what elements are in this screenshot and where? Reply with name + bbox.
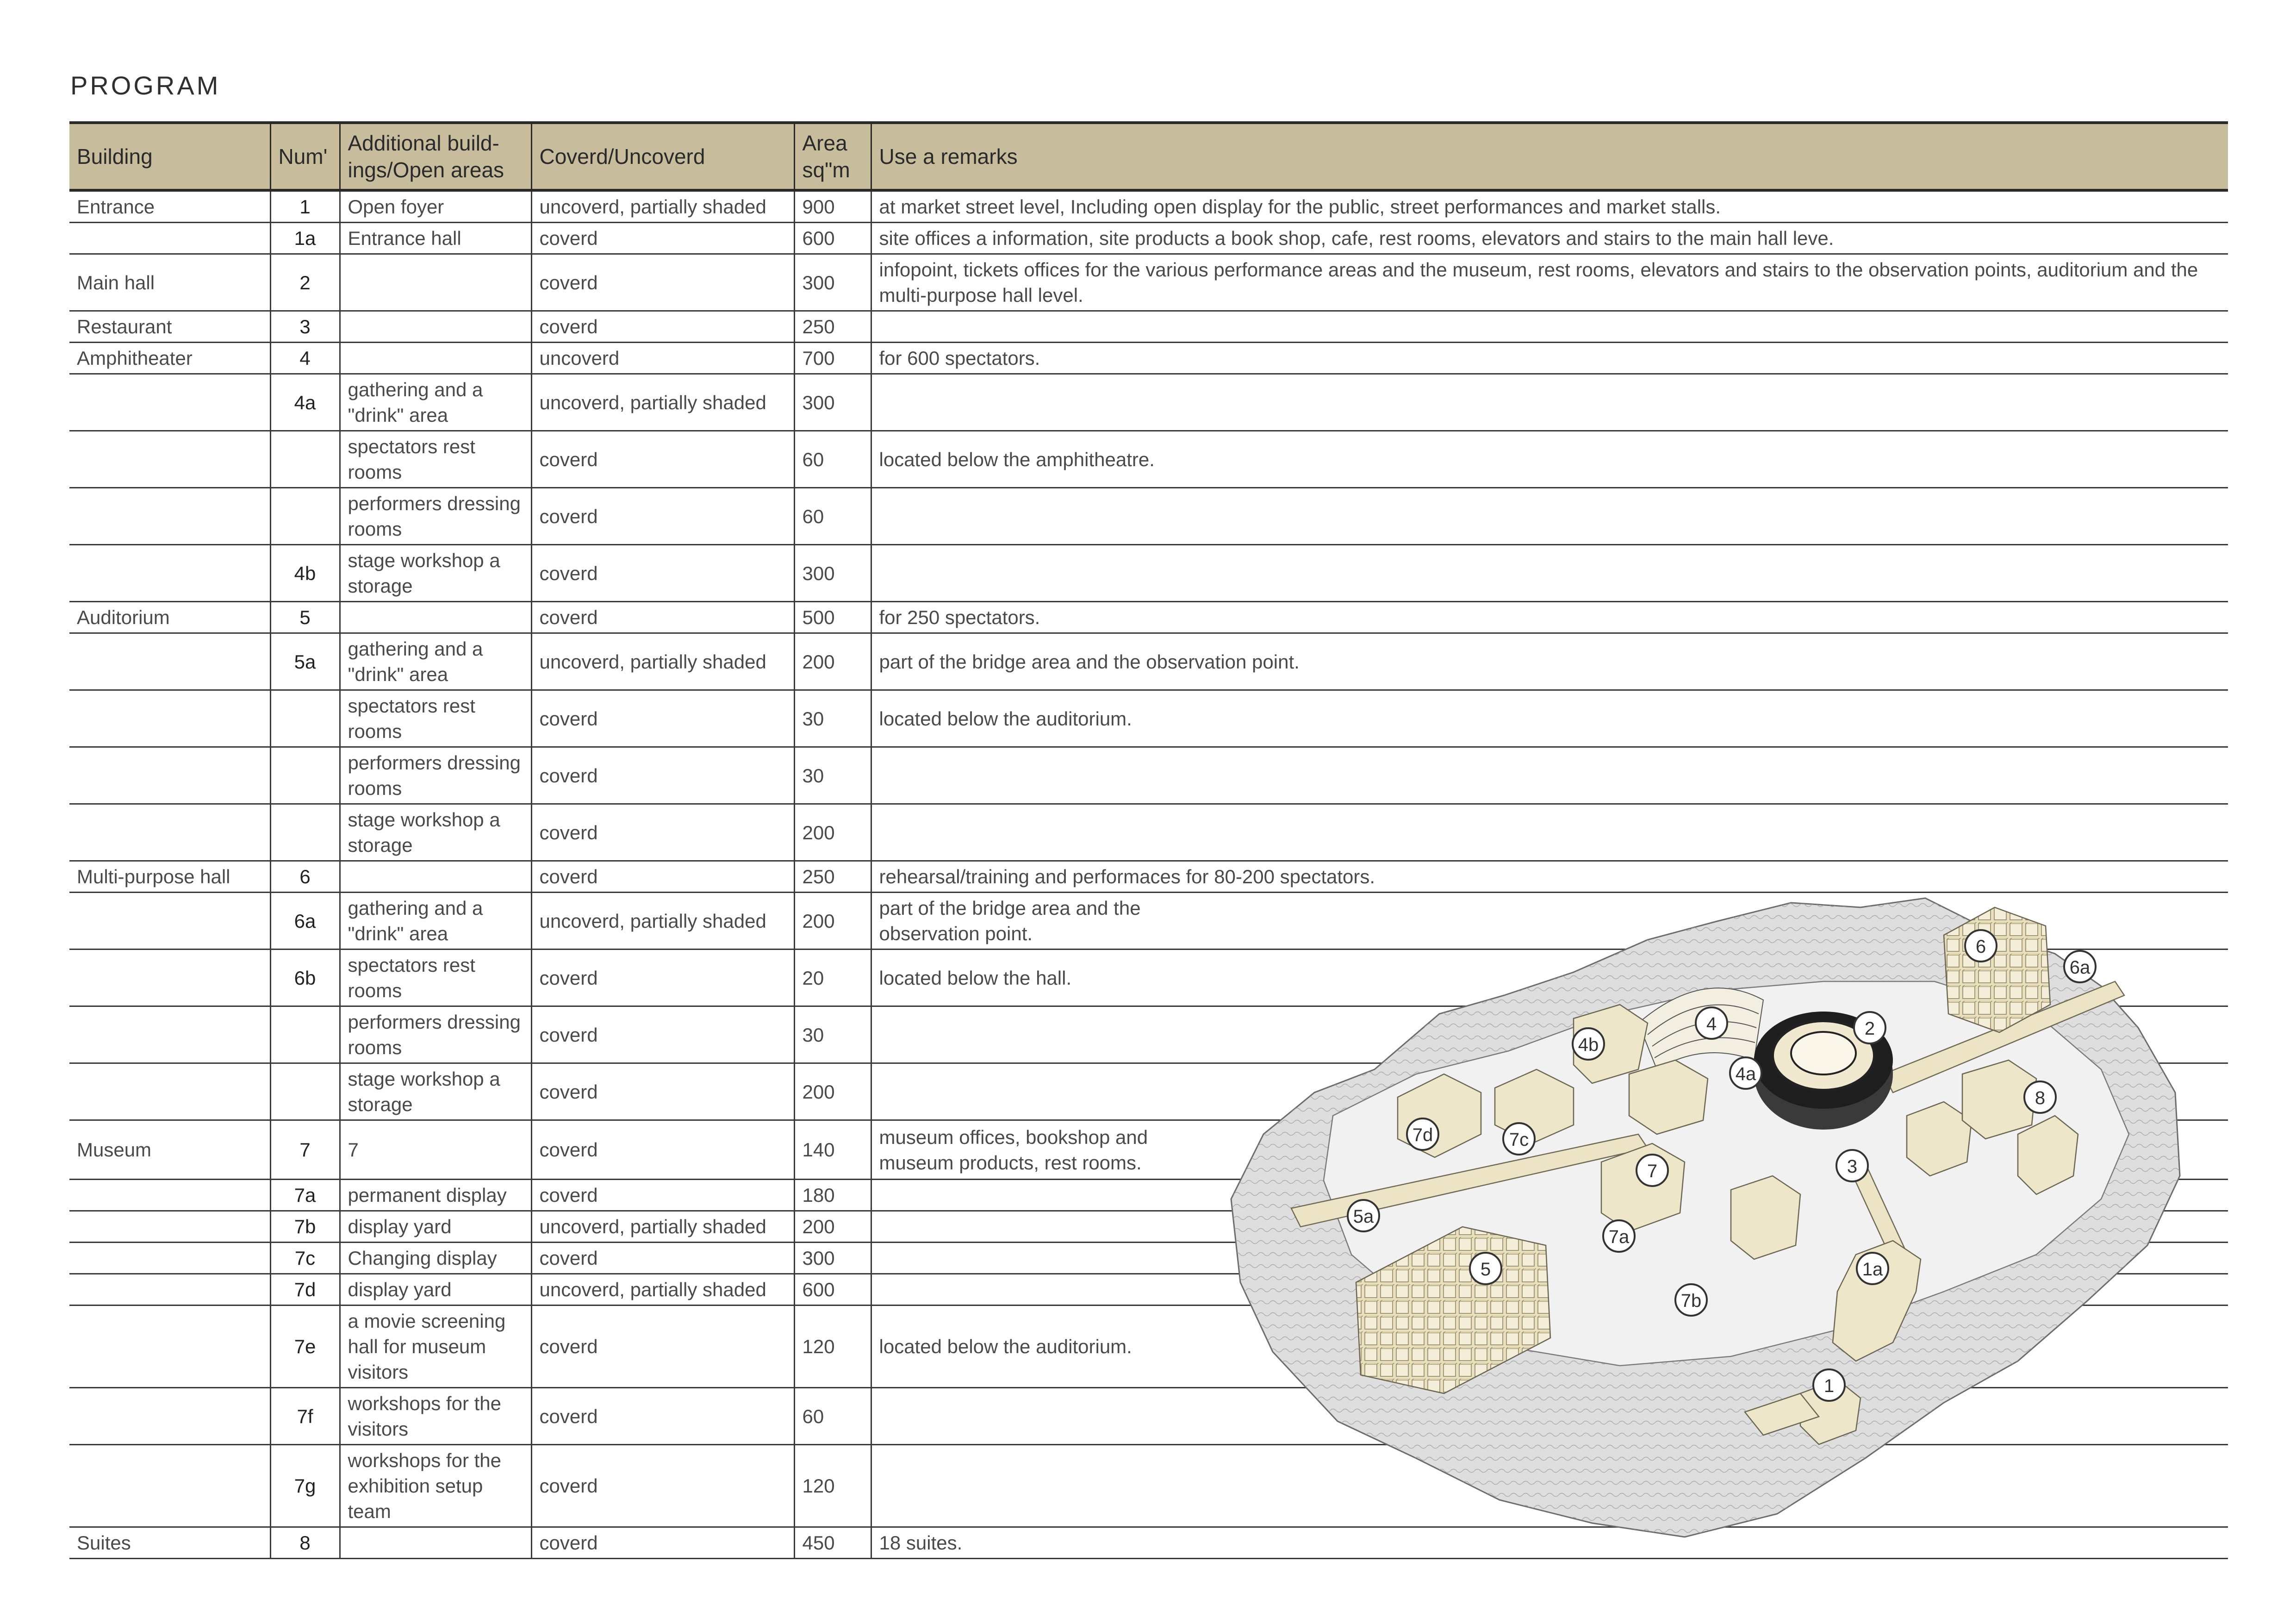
table-row bbox=[69, 223, 2228, 254]
remarks-cell: located below the auditorium. bbox=[871, 690, 2228, 747]
coverd-cell: coverd bbox=[531, 690, 794, 747]
building-cell: Main hall bbox=[69, 254, 270, 311]
building-cell: Entrance bbox=[69, 190, 270, 223]
additional-cell: stage workshop a storage bbox=[340, 804, 531, 861]
area-cell: 700 bbox=[794, 343, 871, 374]
svg-text:7d: 7d bbox=[1412, 1125, 1433, 1145]
building-cell bbox=[69, 690, 270, 747]
area-cell: 30 bbox=[794, 1006, 871, 1063]
num-cell bbox=[270, 431, 340, 488]
building-cell bbox=[69, 633, 270, 690]
area-cell: 500 bbox=[794, 602, 871, 633]
table-row bbox=[69, 804, 2228, 861]
coverd-cell: uncoverd, partially shaded bbox=[531, 1274, 794, 1305]
header-building: Building bbox=[69, 123, 270, 190]
building-cell bbox=[69, 1274, 270, 1305]
building-cell bbox=[69, 1006, 270, 1063]
svg-text:4a: 4a bbox=[1735, 1064, 1756, 1084]
coverd-cell: coverd bbox=[531, 1120, 794, 1180]
coverd-cell: coverd bbox=[531, 861, 794, 893]
area-cell: 60 bbox=[794, 431, 871, 488]
num-cell: 6a bbox=[270, 893, 340, 949]
num-cell: 7g bbox=[270, 1445, 340, 1527]
additional-cell: workshops for the visitors bbox=[340, 1388, 531, 1445]
num-cell: 7d bbox=[270, 1274, 340, 1305]
plan-label-4b bbox=[1573, 1028, 1604, 1060]
svg-text:5: 5 bbox=[1480, 1259, 1491, 1280]
plan-label-7c bbox=[1503, 1123, 1535, 1155]
area-cell: 200 bbox=[794, 633, 871, 690]
table-row bbox=[69, 311, 2228, 343]
remarks-cell: located below the amphitheatre. bbox=[871, 431, 2228, 488]
remarks-cell: 18 suites. bbox=[871, 1527, 2228, 1559]
page-title: PROGRAM bbox=[70, 71, 221, 100]
table-header-row bbox=[69, 123, 2228, 190]
additional-cell: performers dressing rooms bbox=[340, 1006, 531, 1063]
svg-text:6: 6 bbox=[1975, 937, 1986, 957]
table-row bbox=[69, 343, 2228, 374]
plan-label-7a bbox=[1603, 1220, 1635, 1252]
table-row bbox=[69, 747, 2228, 804]
building-cell: Suites bbox=[69, 1527, 270, 1559]
table-row bbox=[69, 545, 2228, 602]
svg-text:1: 1 bbox=[1823, 1376, 1835, 1396]
num-cell: 8 bbox=[270, 1527, 340, 1559]
area-cell: 900 bbox=[794, 190, 871, 223]
additional-cell bbox=[340, 311, 531, 343]
coverd-cell: coverd bbox=[531, 1388, 794, 1445]
svg-text:8: 8 bbox=[2035, 1088, 2046, 1108]
area-cell: 600 bbox=[794, 223, 871, 254]
additional-cell: gathering and a "drink" area bbox=[340, 374, 531, 431]
header-area: Area sq"m bbox=[794, 123, 871, 190]
building-cell bbox=[69, 1063, 270, 1120]
plan-label-4 bbox=[1696, 1007, 1727, 1039]
additional-cell: Entrance hall bbox=[340, 223, 531, 254]
area-cell: 600 bbox=[794, 1274, 871, 1305]
table-row bbox=[69, 602, 2228, 633]
coverd-cell: uncoverd, partially shaded bbox=[531, 893, 794, 949]
coverd-cell: coverd bbox=[531, 1527, 794, 1559]
plan-label-3 bbox=[1836, 1150, 1868, 1181]
building-cell bbox=[69, 488, 270, 545]
remarks-cell: for 250 spectators. bbox=[871, 602, 2228, 633]
remarks-cell: for 600 spectators. bbox=[871, 343, 2228, 374]
num-cell: 7e bbox=[270, 1305, 340, 1388]
coverd-cell: coverd bbox=[531, 1445, 794, 1527]
area-cell: 180 bbox=[794, 1180, 871, 1211]
additional-cell: a movie screening hall for museum visitors bbox=[340, 1305, 531, 1388]
building-cell bbox=[69, 1180, 270, 1211]
num-cell: 7c bbox=[270, 1243, 340, 1274]
building-cell bbox=[69, 431, 270, 488]
building-cell bbox=[69, 223, 270, 254]
remarks-cell: located below the hall. bbox=[871, 949, 2228, 1006]
area-cell: 300 bbox=[794, 374, 871, 431]
table-row bbox=[69, 374, 2228, 431]
remarks-cell: infopoint, tickets offices for the various performance areas and the museum, rest rooms, elevators and stairs to the observation points, auditorium and the multi-purpose hall level. bbox=[871, 254, 2228, 311]
table-row bbox=[69, 431, 2228, 488]
plan-label-8 bbox=[2024, 1081, 2056, 1113]
plan-label-4a bbox=[1730, 1057, 1761, 1089]
svg-text:6a: 6a bbox=[2069, 957, 2091, 978]
header-additional: Additional build-ings/Open areas bbox=[340, 123, 531, 190]
num-cell: 7f bbox=[270, 1388, 340, 1445]
svg-text:7: 7 bbox=[1647, 1161, 1658, 1181]
additional-cell: workshops for the exhibition setup team bbox=[340, 1445, 531, 1527]
coverd-cell: uncoverd, partially shaded bbox=[531, 633, 794, 690]
svg-text:2: 2 bbox=[1864, 1018, 1875, 1039]
plan-label-1 bbox=[1813, 1369, 1845, 1401]
remarks-cell bbox=[871, 311, 2228, 343]
num-cell: 4a bbox=[270, 374, 340, 431]
table-row bbox=[69, 190, 2228, 223]
svg-text:1a: 1a bbox=[1862, 1259, 1883, 1280]
additional-cell: display yard bbox=[340, 1274, 531, 1305]
coverd-cell: coverd bbox=[531, 223, 794, 254]
additional-cell: spectators rest rooms bbox=[340, 949, 531, 1006]
svg-text:4b: 4b bbox=[1578, 1035, 1599, 1055]
additional-cell: permanent display bbox=[340, 1180, 531, 1211]
num-cell: 5a bbox=[270, 633, 340, 690]
svg-text:4: 4 bbox=[1706, 1014, 1717, 1034]
building-cell bbox=[69, 949, 270, 1006]
num-cell bbox=[270, 747, 340, 804]
building-cell bbox=[69, 1388, 270, 1445]
area-cell: 60 bbox=[794, 488, 871, 545]
area-cell: 60 bbox=[794, 1388, 871, 1445]
plan-label-6 bbox=[1965, 930, 1997, 962]
additional-cell bbox=[340, 1527, 531, 1559]
coverd-cell: coverd bbox=[531, 747, 794, 804]
num-cell: 2 bbox=[270, 254, 340, 311]
additional-cell: 7 bbox=[340, 1120, 531, 1180]
coverd-cell: uncoverd, partially shaded bbox=[531, 1211, 794, 1243]
building-cell bbox=[69, 747, 270, 804]
additional-cell: performers dressing rooms bbox=[340, 747, 531, 804]
area-cell: 30 bbox=[794, 690, 871, 747]
additional-cell: Changing display bbox=[340, 1243, 531, 1274]
coverd-cell: coverd bbox=[531, 488, 794, 545]
svg-text:7a: 7a bbox=[1608, 1227, 1630, 1247]
area-cell: 250 bbox=[794, 861, 871, 893]
num-cell bbox=[270, 690, 340, 747]
additional-cell: Open foyer bbox=[340, 190, 531, 223]
coverd-cell: coverd bbox=[531, 1006, 794, 1063]
remarks-cell: museum offices, bookshop and museum products, rest rooms. bbox=[871, 1120, 2228, 1180]
num-cell bbox=[270, 488, 340, 545]
building-cell: Auditorium bbox=[69, 602, 270, 633]
additional-cell: stage workshop a storage bbox=[340, 1063, 531, 1120]
coverd-cell: coverd bbox=[531, 1243, 794, 1274]
svg-text:7b: 7b bbox=[1680, 1291, 1702, 1311]
plan-label-2 bbox=[1854, 1012, 1885, 1043]
building-cell: Multi-purpose hall bbox=[69, 861, 270, 893]
num-cell: 6b bbox=[270, 949, 340, 1006]
area-cell: 200 bbox=[794, 1063, 871, 1120]
remarks-cell bbox=[871, 747, 2228, 804]
plan-label-6a bbox=[2064, 951, 2096, 982]
num-cell: 5 bbox=[270, 602, 340, 633]
area-cell: 30 bbox=[794, 747, 871, 804]
header-coverd: Coverd/Uncoverd bbox=[531, 123, 794, 190]
coverd-cell: uncoverd, partially shaded bbox=[531, 374, 794, 431]
area-cell: 300 bbox=[794, 545, 871, 602]
coverd-cell: coverd bbox=[531, 431, 794, 488]
table-row bbox=[69, 254, 2228, 311]
remarks-cell bbox=[871, 488, 2228, 545]
coverd-cell: uncoverd bbox=[531, 343, 794, 374]
building-cell bbox=[69, 1211, 270, 1243]
remarks-cell bbox=[871, 374, 2228, 431]
remarks-cell: at market street level, Including open display for the public, street performances and market stalls. bbox=[871, 190, 2228, 223]
header-num: Num' bbox=[270, 123, 340, 190]
additional-cell: gathering and a "drink" area bbox=[340, 633, 531, 690]
svg-text:3: 3 bbox=[1847, 1156, 1858, 1177]
building-cell bbox=[69, 893, 270, 949]
building-cell bbox=[69, 374, 270, 431]
area-cell: 120 bbox=[794, 1305, 871, 1388]
additional-cell: spectators rest rooms bbox=[340, 690, 531, 747]
additional-cell: gathering and a "drink" area bbox=[340, 893, 531, 949]
area-cell: 120 bbox=[794, 1445, 871, 1527]
coverd-cell: coverd bbox=[531, 545, 794, 602]
site-axonometric-plan bbox=[1222, 875, 2194, 1555]
coverd-cell: coverd bbox=[531, 254, 794, 311]
table-row bbox=[69, 690, 2228, 747]
building-cell: Amphitheater bbox=[69, 343, 270, 374]
coverd-cell: coverd bbox=[531, 311, 794, 343]
area-cell: 200 bbox=[794, 1211, 871, 1243]
plan-label-5a bbox=[1348, 1200, 1379, 1231]
num-cell: 4 bbox=[270, 343, 340, 374]
num-cell: 7a bbox=[270, 1180, 340, 1211]
building-cell bbox=[69, 1305, 270, 1388]
building-cell: Museum bbox=[69, 1120, 270, 1180]
remarks-cell: located below the auditorium. bbox=[871, 1305, 2228, 1388]
num-cell: 1 bbox=[270, 190, 340, 223]
coverd-cell: coverd bbox=[531, 602, 794, 633]
additional-cell: performers dressing rooms bbox=[340, 488, 531, 545]
additional-cell: stage workshop a storage bbox=[340, 545, 531, 602]
num-cell bbox=[270, 1063, 340, 1120]
area-cell: 200 bbox=[794, 804, 871, 861]
area-cell: 140 bbox=[794, 1120, 871, 1180]
additional-cell bbox=[340, 254, 531, 311]
building-cell bbox=[69, 1445, 270, 1527]
table-row bbox=[69, 488, 2228, 545]
num-cell: 7 bbox=[270, 1120, 340, 1180]
remarks-cell bbox=[871, 804, 2228, 861]
additional-cell bbox=[340, 343, 531, 374]
area-cell: 200 bbox=[794, 893, 871, 949]
remarks-cell bbox=[871, 545, 2228, 602]
plan-label-7d bbox=[1407, 1118, 1438, 1150]
coverd-cell: uncoverd, partially shaded bbox=[531, 190, 794, 223]
area-cell: 250 bbox=[794, 311, 871, 343]
coverd-cell: coverd bbox=[531, 949, 794, 1006]
building-cell bbox=[69, 1243, 270, 1274]
plan-label-7 bbox=[1636, 1155, 1668, 1186]
plan-label-1a bbox=[1857, 1253, 1888, 1284]
num-cell: 7b bbox=[270, 1211, 340, 1243]
num-cell bbox=[270, 804, 340, 861]
remarks-cell: part of the bridge area and the observation point. bbox=[871, 633, 2228, 690]
plan-label-5 bbox=[1470, 1253, 1501, 1284]
area-cell: 300 bbox=[794, 1243, 871, 1274]
additional-cell: spectators rest rooms bbox=[340, 431, 531, 488]
plan-label-7b bbox=[1675, 1284, 1707, 1316]
coverd-cell: coverd bbox=[531, 1063, 794, 1120]
area-cell: 300 bbox=[794, 254, 871, 311]
num-cell: 4b bbox=[270, 545, 340, 602]
building-cell: Restaurant bbox=[69, 311, 270, 343]
remarks-cell: rehearsal/training and performaces for 80-200 spectators. bbox=[871, 861, 2228, 893]
num-cell: 1a bbox=[270, 223, 340, 254]
num-cell bbox=[270, 1006, 340, 1063]
svg-text:5a: 5a bbox=[1353, 1206, 1374, 1227]
table-row bbox=[69, 633, 2228, 690]
additional-cell bbox=[340, 861, 531, 893]
coverd-cell: coverd bbox=[531, 804, 794, 861]
building-cell bbox=[69, 545, 270, 602]
additional-cell: display yard bbox=[340, 1211, 531, 1243]
num-cell: 6 bbox=[270, 861, 340, 893]
num-cell: 3 bbox=[270, 311, 340, 343]
area-cell: 450 bbox=[794, 1527, 871, 1559]
remarks-cell: part of the bridge area and the observation point. bbox=[871, 893, 2228, 949]
additional-cell bbox=[340, 602, 531, 633]
header-remarks: Use a remarks bbox=[871, 123, 2228, 190]
building-cell bbox=[69, 804, 270, 861]
coverd-cell: coverd bbox=[531, 1180, 794, 1211]
coverd-cell: coverd bbox=[531, 1305, 794, 1388]
svg-text:7c: 7c bbox=[1509, 1130, 1529, 1150]
area-cell: 20 bbox=[794, 949, 871, 1006]
remarks-cell: site offices a information, site products a book shop, cafe, rest rooms, elevators and stairs to the main hall leve. bbox=[871, 223, 2228, 254]
